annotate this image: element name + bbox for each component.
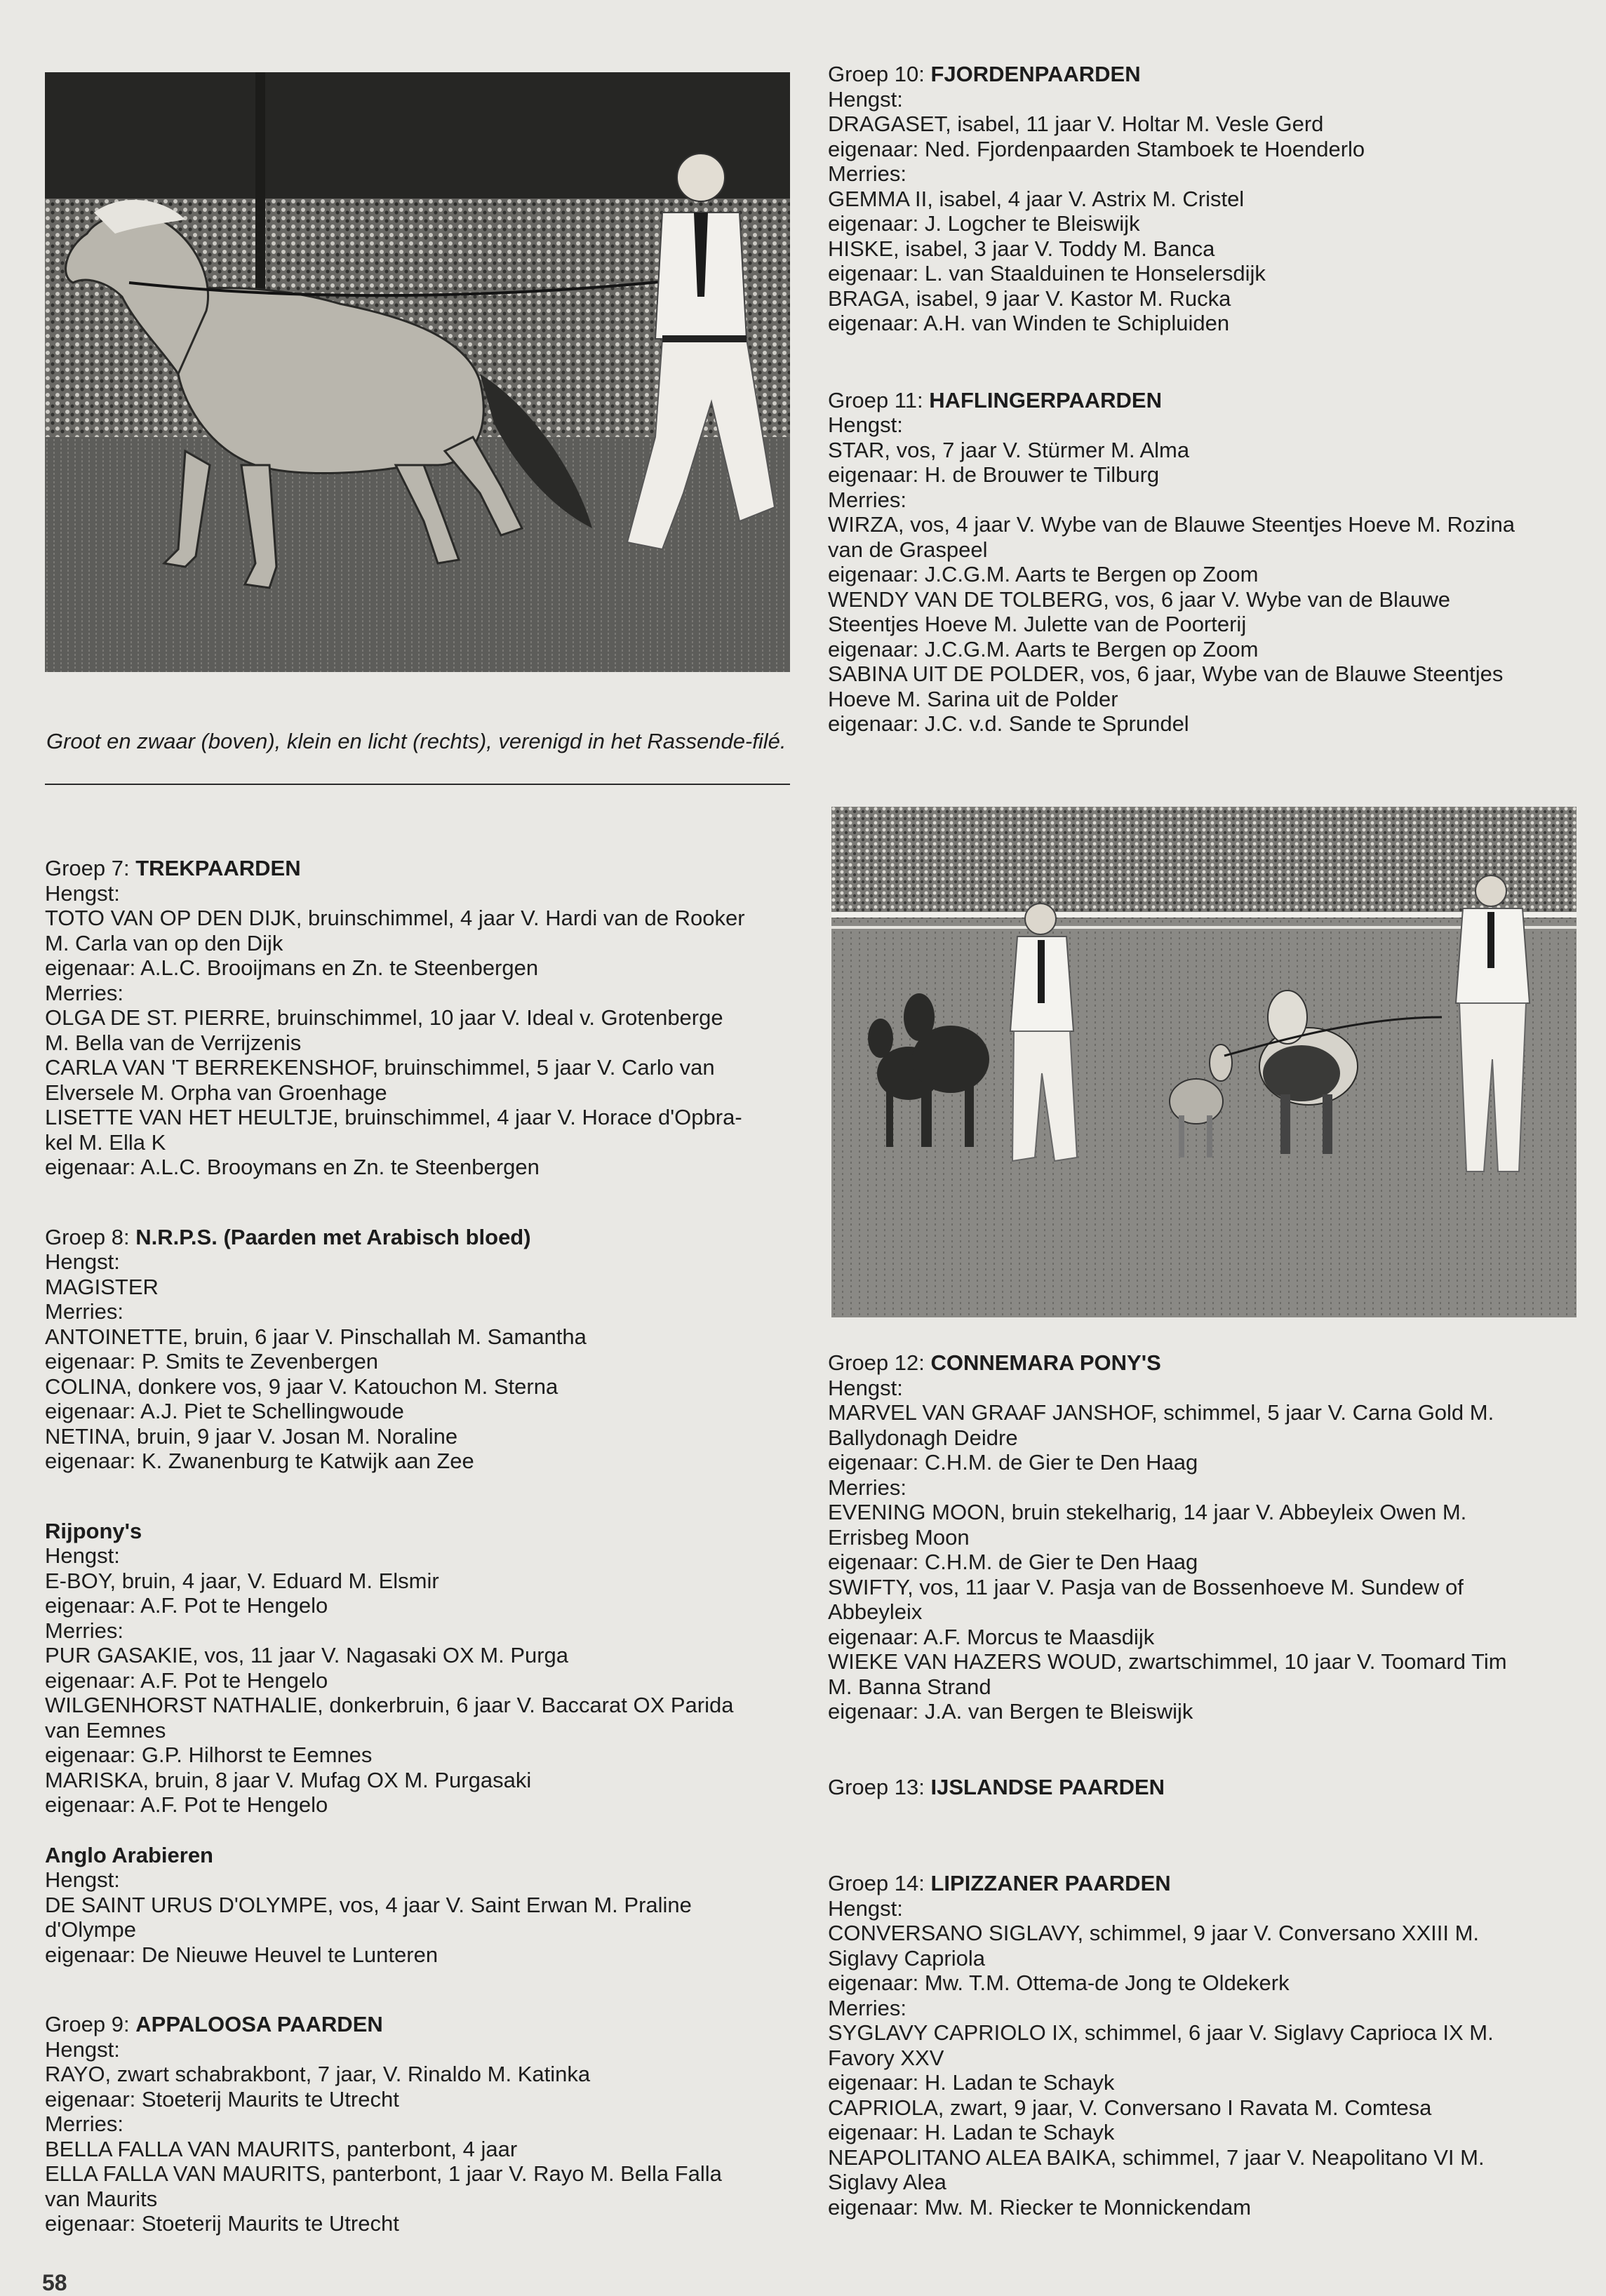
entry-line: Hengst:	[828, 1375, 903, 1400]
heading-prefix: Groep 11:	[828, 387, 930, 412]
entry-line: van Eemnes	[45, 1717, 166, 1743]
entry-line: COLINA, donkere vos, 9 jaar V. Katouchon M. Sterna	[45, 1374, 558, 1399]
heading-prefix: Groep 12:	[828, 1350, 931, 1375]
entry-line: Favory XXV	[828, 2045, 944, 2070]
entry-line: eigenaar: Mw. M. Riecker te Monnickendam	[828, 2194, 1252, 2220]
entry-line: kel M. Ella K	[45, 1129, 166, 1155]
entry-line: WIRZA, vos, 4 jaar V. Wybe van de Blauwe Steentjes Hoeve M. Rozina	[828, 512, 1515, 537]
entry-line: CONVERSANO SIGLAVY, schimmel, 9 jaar V. Conversano XXIII M.	[828, 1921, 1480, 1945]
entry-line: eigenaar: J.C. v.d. Sande te Sprundel	[828, 711, 1189, 736]
entry-line: eigenaar: J.C.G.M. Aarts te Bergen op Zoom	[828, 636, 1259, 662]
entry-line: eigenaar: A.L.C. Brooijmans en Zn. te Steenbergen	[45, 955, 539, 980]
entry-line: eigenaar: H. Ladan te Schayk	[828, 2120, 1115, 2144]
entry-line: Hengst:	[45, 1249, 120, 1274]
entry-line: eigenaar: L. van Staalduinen te Honselersdijk	[828, 261, 1266, 286]
photo-caption: Groot en zwaar (boven), klein en licht (rechts), verenigd in het Rassende-filé.	[46, 729, 787, 753]
entry-line: d'Olympe	[45, 1917, 136, 1942]
entry-line: E-BOY, bruin, 4 jaar, V. Eduard M. Elsmir	[45, 1568, 439, 1593]
entry-line: MAGISTER	[45, 1274, 159, 1299]
entry-line: Hengst:	[45, 1543, 120, 1568]
entry-line: eigenaar: Ned. Fjordenpaarden Stamboek te Hoenderlo	[828, 136, 1365, 161]
heading-name: LIPIZZANER PAARDEN	[930, 1871, 1171, 1895]
section-groep-7	[45, 856, 799, 1180]
photo-draft-horse	[45, 72, 790, 672]
entry-line: eigenaar: A.J. Piet te Schellingwoude	[45, 1399, 404, 1423]
entry-line: Hengst:	[45, 880, 120, 906]
entry-line: EVENING MOON, bruin stekelharig, 14 jaar V. Abbeyleix Owen M.	[828, 1500, 1467, 1524]
entry-line: NEAPOLITANO ALEA BAIKA, schimmel, 7 jaar V. Neapolitano VI M.	[828, 2144, 1485, 2170]
entry-line: ANTOINETTE, bruin, 6 jaar V. Pinschallah M. Samantha	[45, 1324, 587, 1349]
entry-line: Hengst:	[45, 2036, 120, 2062]
right-column-upper	[828, 62, 1579, 781]
entry-line: M. Carla van op den Dijk	[45, 930, 283, 955]
caption-divider	[45, 784, 790, 785]
entry-line: CARLA VAN 'T BERREKENSHOF, bruinschimmel, 5 jaar V. Carlo van	[45, 1055, 715, 1080]
section-groep-10	[828, 62, 1579, 336]
section-groep-13	[828, 1775, 1579, 1800]
entry-line: eigenaar: A.L.C. Brooymans en Zn. te Steenbergen	[45, 1155, 540, 1179]
entry-line: eigenaar: A.F. Morcus te Maasdijk	[828, 1624, 1155, 1649]
entry-line: Hengst:	[828, 1895, 903, 1921]
entry-line: eigenaar: A.F. Pot te Hengelo	[45, 1593, 328, 1618]
entry-line: SABINA UIT DE POLDER, vos, 6 jaar, Wybe van de Blauwe Steentjes	[828, 662, 1504, 686]
page-number: 58	[42, 2270, 67, 2295]
entry-line: WENDY VAN DE TOLBERG, vos, 6 jaar V. Wybe van de Blauwe	[828, 586, 1451, 612]
entry-line: Siglavy Alea	[828, 2170, 946, 2194]
entry-line: DRAGASET, isabel, 11 jaar V. Holtar M. Vesle Gerd	[828, 112, 1324, 136]
entry-line: WILGENHORST NATHALIE, donkerbruin, 6 jaar V. Baccarat OX Parida	[45, 1693, 734, 1717]
draft-horse-illustration	[45, 72, 790, 672]
entry-line: eigenaar: Mw. T.M. Ottema-de Jong te Oldekerk	[828, 1971, 1290, 1995]
heading-name: CONNEMARA PONY'S	[930, 1350, 1161, 1375]
heading-name: IJSLANDSE PAARDEN	[930, 1774, 1165, 1799]
entry-line: Elversele M. Orpha van Groenhage	[45, 1080, 387, 1105]
entry-line: eigenaar: K. Zwanenburg te Katwijk aan Zee	[45, 1449, 474, 1473]
entry-line: eigenaar: P. Smits te Zevenbergen	[45, 1349, 379, 1374]
section-groep-14	[828, 1871, 1579, 2220]
photo-small-ponies	[831, 807, 1577, 1317]
entry-line: eigenaar: Stoeterij Maurits te Utrecht	[45, 2211, 399, 2236]
entry-line: eigenaar: C.H.M. de Gier te Den Haag	[828, 1550, 1198, 1574]
entry-line: LISETTE VAN HET HEULTJE, bruinschimmel, 4 jaar V. Horace d'Opbra-	[45, 1105, 742, 1129]
entry-line: Merries:	[828, 487, 906, 512]
entry-line: Merries:	[45, 1618, 123, 1643]
heading-prefix: Groep 14:	[828, 1871, 931, 1895]
entry-line: Merries:	[828, 161, 906, 186]
entry-line: eigenaar: H. Ladan te Schayk	[828, 2070, 1115, 2095]
entry-line: eigenaar: A.H. van Winden te Schipluiden	[828, 311, 1230, 335]
section-heading	[45, 856, 799, 881]
heading-name: FJORDENPAARDEN	[930, 62, 1141, 86]
entry-line: STAR, vos, 7 jaar V. Stürmer M. Alma	[828, 437, 1190, 462]
entry-line: van Maurits	[45, 2186, 158, 2211]
section-anglo-arabieren	[45, 1843, 799, 1968]
section-heading: Anglo Arabieren	[45, 1842, 213, 1867]
ponies-illustration	[831, 807, 1577, 1317]
entry-line: WIEKE VAN HAZERS WOUD, zwartschimmel, 10 jaar V. Toomard Tim	[828, 1649, 1507, 1674]
section-heading	[828, 1775, 1579, 1800]
entry-line: NETINA, bruin, 9 jaar V. Josan M. Noraline	[45, 1423, 458, 1449]
entry-line: SWIFTY, vos, 11 jaar V. Pasja van de Bossenhoeve M. Sundew of	[828, 1574, 1464, 1599]
section-groep-8	[45, 1225, 799, 1474]
heading-name: N.R.P.S. (Paarden met Arabisch bloed)	[135, 1224, 531, 1249]
entry-line: Merries:	[828, 1995, 906, 2020]
entry-line: MARISKA, bruin, 8 jaar V. Mufag OX M. Purgasaki	[45, 1767, 532, 1792]
section-heading	[45, 1225, 799, 1250]
entry-line: Merries:	[828, 1475, 906, 1500]
section-rijponys	[45, 1519, 799, 1818]
entry-line: BRAGA, isabel, 9 jaar V. Kastor M. Rucka	[828, 286, 1231, 311]
section-heading	[828, 388, 1579, 413]
entry-line: HISKE, isabel, 3 jaar V. Toddy M. Banca	[828, 236, 1215, 261]
section-groep-11	[828, 388, 1579, 737]
heading-name: HAFLINGERPAARDEN	[929, 387, 1162, 412]
entry-line: eigenaar: J.A. van Bergen te Bleiswijk	[828, 1699, 1193, 1724]
entry-line: eigenaar: A.F. Pot te Hengelo	[45, 1667, 328, 1693]
entry-line: Errisbeg Moon	[828, 1524, 970, 1550]
heading-prefix: Groep 8:	[45, 1224, 136, 1249]
entry-line: eigenaar: Stoeterij Maurits te Utrecht	[45, 2086, 399, 2112]
entry-line: eigenaar: J. Logcher te Bleiswijk	[828, 211, 1140, 236]
section-heading	[45, 2012, 799, 2037]
entry-line: Abbeyleix	[828, 1599, 923, 1624]
entry-line: M. Bella van de Verrijzenis	[45, 1030, 302, 1055]
section-groep-12	[828, 1350, 1579, 1724]
heading-prefix: Groep 7:	[45, 856, 136, 880]
entry-line: Hengst:	[828, 412, 903, 437]
entry-line: Hengst:	[45, 1867, 120, 1892]
section-heading	[828, 1871, 1579, 1896]
heading-name: TREKPAARDEN	[135, 856, 301, 880]
section-heading	[828, 1350, 1579, 1376]
entry-line: PUR GASAKIE, vos, 11 jaar V. Nagasaki OX M. Purga	[45, 1643, 569, 1667]
entry-line: Merries:	[45, 2112, 123, 2136]
entry-line: Merries:	[45, 980, 123, 1005]
entry-line: eigenaar: De Nieuwe Heuvel te Lunteren	[45, 1942, 439, 1967]
entry-line: BELLA FALLA VAN MAURITS, panterbont, 4 jaar	[45, 2136, 518, 2161]
entry-line: eigenaar: C.H.M. de Gier te Den Haag	[828, 1450, 1198, 1475]
heading-prefix: Groep 9:	[45, 2012, 136, 2036]
entry-line: M. Banna Strand	[828, 1674, 991, 1699]
entry-line: Merries:	[45, 1299, 123, 1324]
entry-line: van de Graspeel	[828, 537, 988, 562]
heading-name: APPALOOSA PAARDEN	[135, 2012, 383, 2036]
entry-line: eigenaar: J.C.G.M. Aarts te Bergen op Zoom	[828, 562, 1259, 586]
entry-line: RAYO, zwart schabrakbont, 7 jaar, V. Rinaldo M. Katinka	[45, 2062, 591, 2086]
entry-line: MARVEL VAN GRAAF JANSHOF, schimmel, 5 jaar V. Carna Gold M.	[828, 1400, 1494, 1425]
section-groep-9	[45, 2012, 799, 2236]
heading-prefix: Groep 10:	[828, 62, 931, 86]
entry-line: eigenaar: A.F. Pot te Hengelo	[45, 1792, 328, 1817]
right-column-lower	[828, 1350, 1579, 2264]
section-heading: Rijpony's	[45, 1518, 142, 1543]
entry-line: OLGA DE ST. PIERRE, bruinschimmel, 10 jaar V. Ideal v. Grotenberge	[45, 1005, 723, 1030]
entry-line: CAPRIOLA, zwart, 9 jaar, V. Conversano I Ravata M. Comtesa	[828, 2095, 1432, 2120]
entry-line: SYGLAVY CAPRIOLO IX, schimmel, 6 jaar V. Siglavy Caprioca IX M.	[828, 2020, 1494, 2045]
section-heading	[828, 62, 1579, 87]
left-column	[45, 856, 799, 2281]
entry-line: TOTO VAN OP DEN DIJK, bruinschimmel, 4 jaar V. Hardi van de Rooker	[45, 906, 745, 930]
entry-line: eigenaar: H. de Brouwer te Tilburg	[828, 462, 1160, 487]
entry-line: Hengst:	[828, 86, 903, 112]
entry-line: Steentjes Hoeve M. Julette van de Poorterij	[828, 612, 1247, 636]
entry-line: Siglavy Capriola	[828, 1945, 985, 1971]
entry-line: eigenaar: G.P. Hilhorst te Eemnes	[45, 1743, 373, 1767]
entry-line: DE SAINT URUS D'OLYMPE, vos, 4 jaar V. Saint Erwan M. Praline	[45, 1892, 692, 1917]
entry-line: ELLA FALLA VAN MAURITS, panterbont, 1 jaar V. Rayo M. Bella Falla	[45, 2161, 722, 2186]
entry-line: Hoeve M. Sarina uit de Polder	[828, 686, 1118, 711]
entry-line: Ballydonagh Deidre	[828, 1425, 1018, 1450]
heading-prefix: Groep 13:	[828, 1774, 931, 1799]
entry-line: GEMMA II, isabel, 4 jaar V. Astrix M. Cristel	[828, 186, 1245, 211]
